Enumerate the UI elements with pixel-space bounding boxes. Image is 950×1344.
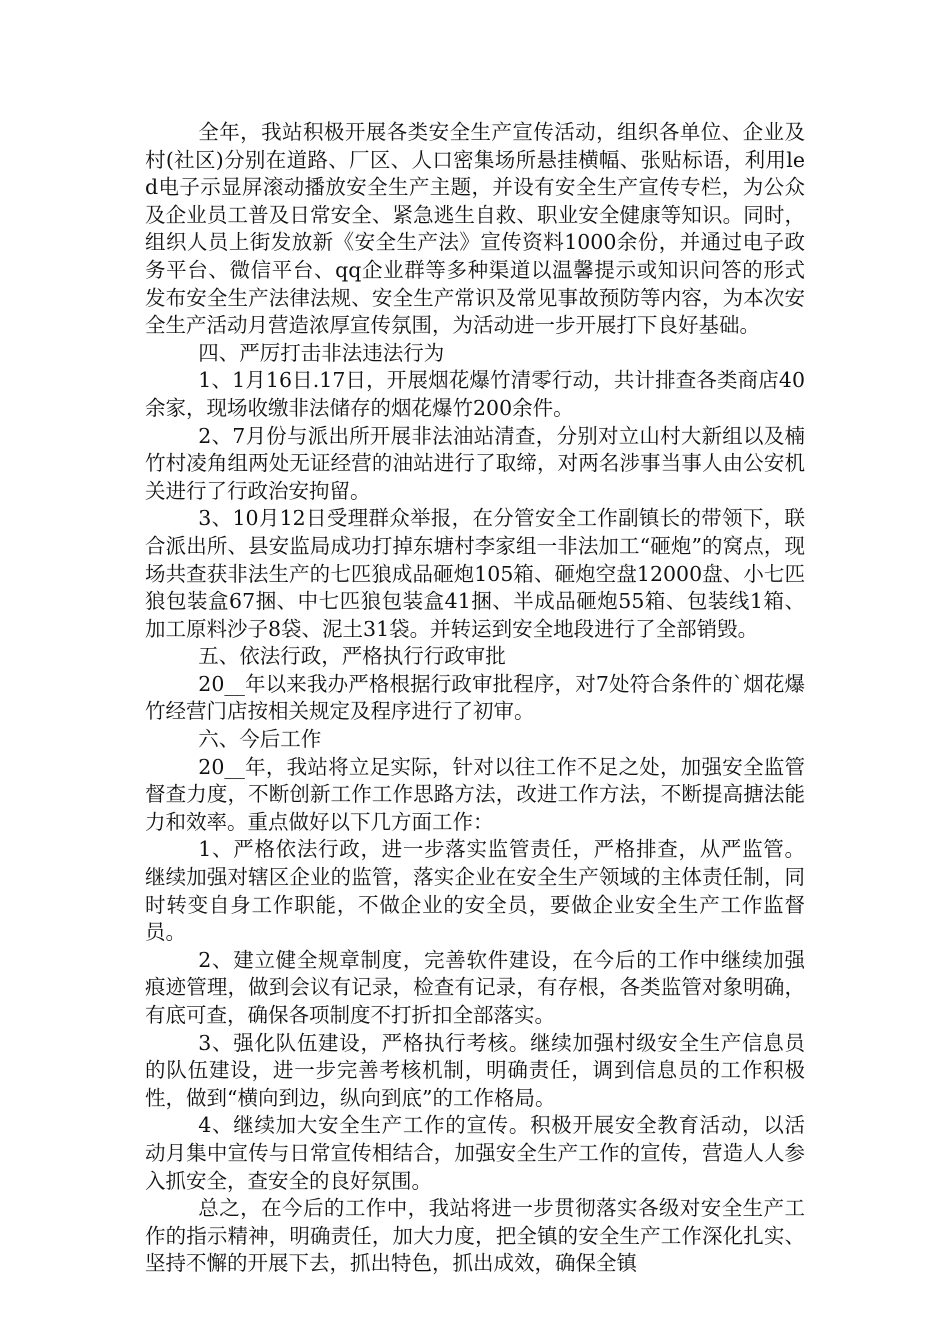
paragraph-item-4-3: 3、10月12日受理群众举报，在分管安全工作副镇长的带领下，联合派出所、县安监局成功打掉东塘村李家组一非法加工“砸炮”的窝点，现场共查获非法生产的七匹狼成品砸炮105箱、砸炮空盘12000盘、小七匹狼包装盒67捆、中七匹狼包装盒41捆、半成品砸炮55箱、包装线1箱、加工原料沙子8袋、泥土31袋。并转运到安全地段进行了全部销毁。 xyxy=(145,506,805,641)
section-heading-5: 五、依法行政，严格执行行政审批 xyxy=(198,644,506,669)
document-body xyxy=(145,119,805,1278)
paragraph-publicity: 全年，我站积极开展各类安全生产宣传活动，组织各单位、企业及村(社区)分别在道路、厂区、人口密集场所悬挂横幅、张贴标语，利用led电子示显屏滚动播放安全生产主题，并设有安全生产宣传专栏，为公众及企业员工普及日常安全、紧急逃生自救、职业安全健康等知识。同时，组织人员上街发放新《安全生产法》宣传资料1000余份，并通过电子政务平台、微信平台、qq企业群等多种渠道以温馨提示或知识问答的形式发布安全生产法律法规、安全生产常识及常见事故预防等内容，为本次安全生产活动月营造浓厚宣传氛围，为活动进一步开展打下良好基础。 xyxy=(145,120,805,338)
paragraph-conclusion: 总之，在今后的工作中，我站将进一步贯彻落实各级对安全生产工作的指示精神，明确责任，加大力度，把全镇的安全生产工作深化扎实、坚持不懈的开展下去，抓出特色，抓出成效，确保全镇 xyxy=(145,1196,805,1276)
paragraph-item-6-2: 2、建立健全规章制度，完善软件建设，在今后的工作中继续加强痕迹管理，做到会议有记录，检查有记录，有存根，各类监管对象明确，有底可查，确保各项制度不打折扣全部落实。 xyxy=(145,947,805,1027)
paragraph-item-5: 20__年以来我办严格根据行政审批程序，对7处符合条件的`烟花爆竹经营门店按相关规定及程序进行了初审。 xyxy=(145,671,805,724)
section-heading-6: 六、今后工作 xyxy=(198,727,322,752)
paragraph-item-6-1: 1、严格依法行政，进一步落实监管责任，严格排查，从严监管。继续加强对辖区企业的监管，落实企业在安全生产领域的主体责任制，同时转变自身工作职能，不做企业的安全员，要做企业安全生产工作监督员。 xyxy=(145,837,805,945)
paragraph-item-6-4: 4、继续加大安全生产工作的宣传。积极开展安全教育活动，以活动月集中宣传与日常宣传相结合，加强安全生产工作的宣传，营造人人参入抓安全，查安全的良好氛围。 xyxy=(145,1113,805,1193)
paragraph-item-6-3: 3、强化队伍建设，严格执行考核。继续加强村级安全生产信息员的队伍建设，进一步完善考核机制，明确责任，调到信息员的工作积极性，做到“横向到边，纵向到底”的工作格局。 xyxy=(145,1030,805,1110)
paragraph-item-6-intro: 20__年，我站将立足实际，针对以往工作不足之处，加强安全监管督查力度，不断创新工作工作思路方法，改进工作方法，不断提高搪法能力和效率。重点做好以下几方面工作： xyxy=(145,754,805,834)
paragraph-item-4-1: 1、1月16日.17日，开展烟花爆竹清零行动，共计排查各类商店40余家，现场收缴非法储存的烟花爆竹200余件。 xyxy=(145,368,805,420)
paragraph-item-4-2: 2、7月份与派出所开展非法油站清查，分别对立山村大新组以及楠竹村凌角组两处无证经营的油站进行了取缔，对两名涉事当事人由公安机关进行了行政治安拘留。 xyxy=(145,423,805,503)
section-heading-4: 四、严厉打击非法违法行为 xyxy=(198,340,445,365)
